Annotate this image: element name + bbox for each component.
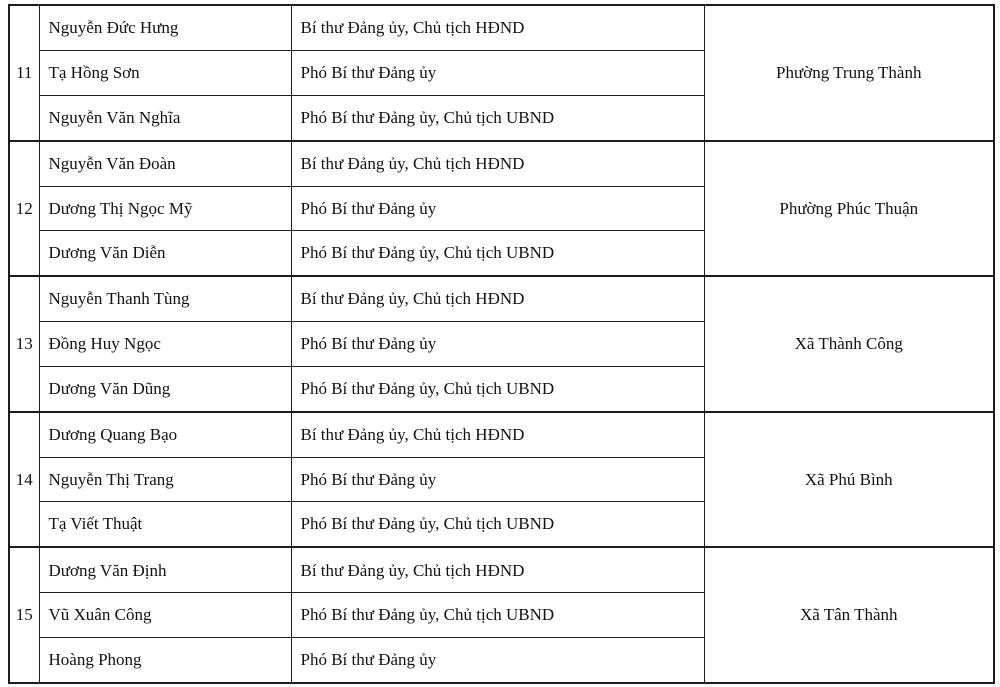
official-position: Bí thư Đảng ủy, Chủ tịch HĐND <box>291 141 704 187</box>
official-name: Dương Quang Bạo <box>39 412 291 458</box>
group-number: 14 <box>9 412 39 548</box>
table-row <box>9 547 994 593</box>
official-name: Nguyễn Văn Đoàn <box>39 141 291 187</box>
official-position: Bí thư Đảng ủy, Chủ tịch HĐND <box>291 547 704 593</box>
locality-name: Xã Thành Công <box>704 276 994 412</box>
group-number: 11 <box>9 5 39 141</box>
document-page <box>8 4 995 684</box>
official-name: Nguyễn Thanh Tùng <box>39 276 291 322</box>
officials-table <box>8 4 995 684</box>
official-name: Vũ Xuân Công <box>39 593 291 637</box>
official-name: Nguyễn Đức Hưng <box>39 5 291 51</box>
official-name: Nguyễn Văn Nghĩa <box>39 95 291 141</box>
locality-name: Phường Phúc Thuận <box>704 141 994 277</box>
locality-name: Xã Tân Thành <box>704 547 994 683</box>
official-position: Phó Bí thư Đảng ủy <box>291 637 704 683</box>
official-position: Bí thư Đảng ủy, Chủ tịch HĐND <box>291 412 704 458</box>
official-position: Phó Bí thư Đảng ủy, Chủ tịch UBND <box>291 366 704 412</box>
official-name: Dương Văn Diễn <box>39 231 291 277</box>
official-position: Phó Bí thư Đảng ủy, Chủ tịch UBND <box>291 231 704 277</box>
group-number: 15 <box>9 547 39 683</box>
locality-name: Phường Trung Thành <box>704 5 994 141</box>
official-position: Bí thư Đảng ủy, Chủ tịch HĐND <box>291 276 704 322</box>
official-position: Phó Bí thư Đảng ủy, Chủ tịch UBND <box>291 95 704 141</box>
official-position: Bí thư Đảng ủy, Chủ tịch HĐND <box>291 5 704 51</box>
locality-name: Xã Phú Bình <box>704 412 994 548</box>
official-name: Tạ Hồng Sơn <box>39 51 291 95</box>
official-name: Hoàng Phong <box>39 637 291 683</box>
official-name: Dương Thị Ngọc Mỹ <box>39 186 291 230</box>
official-position: Phó Bí thư Đảng ủy <box>291 186 704 230</box>
table-row <box>9 412 994 458</box>
group-number: 12 <box>9 141 39 277</box>
official-name: Dương Văn Dũng <box>39 366 291 412</box>
official-position: Phó Bí thư Đảng ủy <box>291 457 704 501</box>
table-row <box>9 5 994 51</box>
table-row <box>9 141 994 187</box>
official-name: Tạ Viết Thuật <box>39 502 291 548</box>
group-number: 13 <box>9 276 39 412</box>
official-position: Phó Bí thư Đảng ủy, Chủ tịch UBND <box>291 593 704 637</box>
official-position: Phó Bí thư Đảng ủy <box>291 51 704 95</box>
official-name: Nguyễn Thị Trang <box>39 457 291 501</box>
table-row <box>9 276 994 322</box>
official-name: Đồng Huy Ngọc <box>39 322 291 366</box>
official-position: Phó Bí thư Đảng ủy <box>291 322 704 366</box>
official-name: Dương Văn Định <box>39 547 291 593</box>
official-position: Phó Bí thư Đảng ủy, Chủ tịch UBND <box>291 502 704 548</box>
